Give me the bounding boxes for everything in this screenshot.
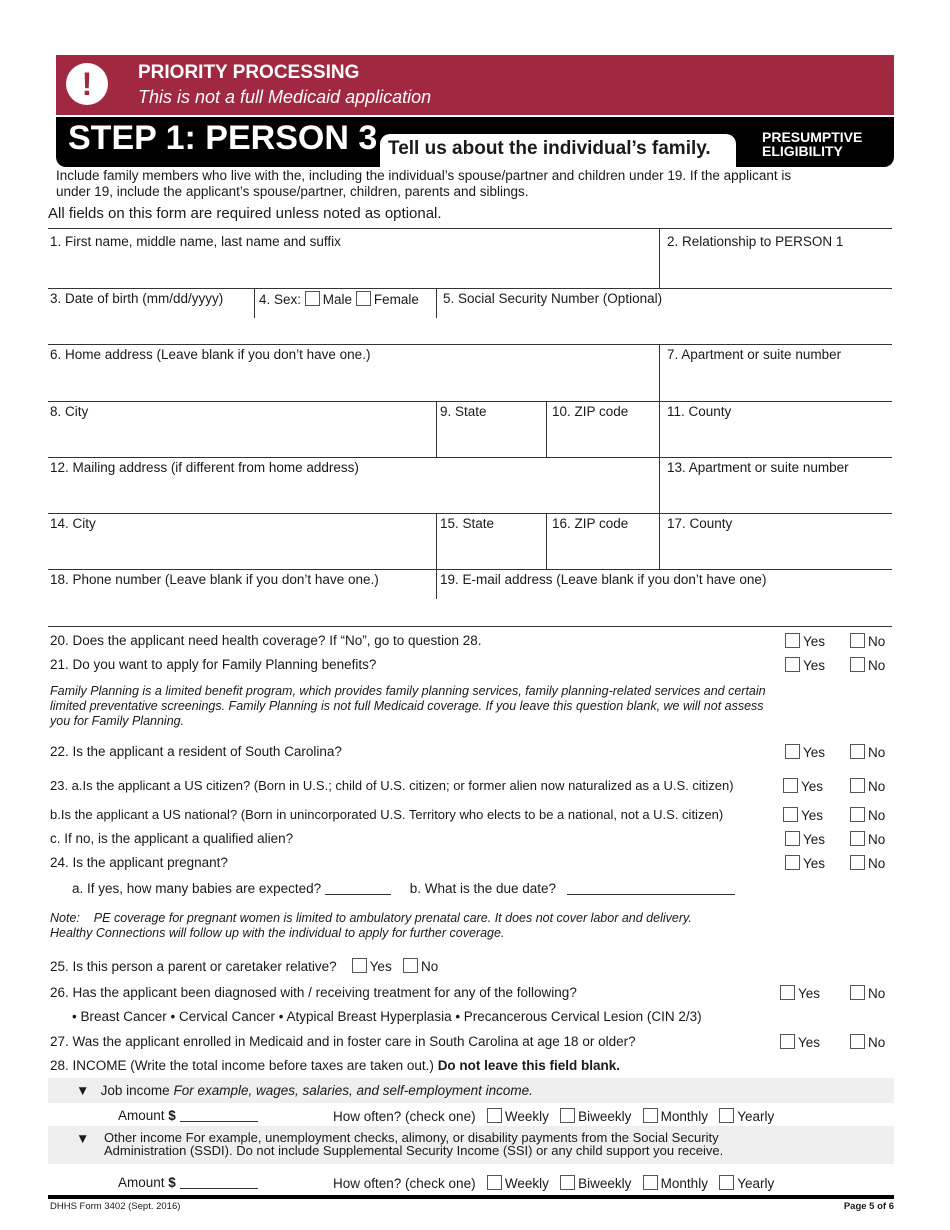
yes-label: Yes xyxy=(801,808,824,823)
note-line2: Healthy Connections will follow up with the individual to apply for further coverage. xyxy=(50,926,505,940)
sex-label: 4. Sex: xyxy=(259,292,302,307)
divider xyxy=(436,288,437,318)
question-23c: c. If no, is the applicant a qualified alien? xyxy=(50,831,294,846)
banner-subtitle: This is not a full Medicaid application xyxy=(138,87,432,107)
weekly-label: Weekly xyxy=(504,1109,549,1124)
county-field[interactable]: 11. County xyxy=(667,404,732,419)
q26-yes[interactable] xyxy=(780,985,820,1001)
due-date-input[interactable] xyxy=(567,894,735,895)
q23a-yes[interactable] xyxy=(783,778,823,794)
no-label: No xyxy=(868,658,886,673)
checkbox[interactable] xyxy=(785,855,800,870)
divider xyxy=(48,401,892,402)
monthly-label: Monthly xyxy=(660,1176,708,1191)
no-label: No xyxy=(868,808,886,823)
yes-label: Yes xyxy=(803,745,826,760)
yes-label: Yes xyxy=(369,959,392,974)
yearly-checkbox[interactable] xyxy=(719,1175,734,1190)
no-label: No xyxy=(868,986,886,1001)
no-label: No xyxy=(420,959,439,974)
mailing-county-field[interactable]: 17. County xyxy=(667,516,733,531)
q25-yes-checkbox[interactable] xyxy=(352,958,367,973)
mailing-apartment-field[interactable]: 13. Apartment or suite number xyxy=(667,460,849,475)
question-24a xyxy=(72,881,735,896)
q25-label: 25. Is this person a parent or caretaker relative? xyxy=(50,959,337,974)
divider xyxy=(659,228,660,288)
question-22: 22. Is the applicant a resident of South Carolina? xyxy=(50,744,342,759)
checkbox[interactable] xyxy=(850,807,865,822)
job-amount-input[interactable] xyxy=(180,1121,258,1122)
yes-label: Yes xyxy=(798,1035,821,1050)
yes-label: Yes xyxy=(803,832,826,847)
q23c-yes[interactable] xyxy=(785,831,825,847)
monthly-checkbox[interactable] xyxy=(643,1108,658,1123)
how-often-label: How often? (check one) xyxy=(333,1109,476,1124)
babies-input[interactable] xyxy=(325,894,391,895)
no-label: No xyxy=(868,832,886,847)
q23b-no[interactable] xyxy=(850,807,885,823)
badge-line1: PRESUMPTIVE xyxy=(762,129,863,145)
note-label: Note: xyxy=(50,911,80,925)
biweekly-checkbox[interactable] xyxy=(560,1175,575,1190)
divider xyxy=(436,569,437,599)
divider xyxy=(48,344,892,345)
q24-yes[interactable] xyxy=(785,855,825,871)
q26-no[interactable] xyxy=(850,985,885,1001)
checkbox[interactable] xyxy=(850,778,865,793)
female-checkbox[interactable] xyxy=(356,291,371,306)
checkbox[interactable] xyxy=(850,831,865,846)
q26-conditions: • Breast Cancer • Cervical Cancer • Atypical Breast Hyperplasia • Precancerous Cervical Lesion (CIN 2/3) xyxy=(72,1009,702,1024)
checkbox[interactable] xyxy=(850,1034,865,1049)
biweekly-label: Biweekly xyxy=(578,1109,632,1124)
checkbox[interactable] xyxy=(780,985,795,1000)
checkbox[interactable] xyxy=(850,657,865,672)
weekly-checkbox[interactable] xyxy=(487,1175,502,1190)
relationship-field[interactable]: 2. Relationship to PERSON 1 xyxy=(667,234,844,249)
q24-no[interactable] xyxy=(850,855,885,871)
other-frequency xyxy=(333,1175,774,1191)
apartment-field[interactable]: 7. Apartment or suite number xyxy=(667,347,842,362)
divider xyxy=(546,513,547,569)
badge-line2: ELIGIBILITY xyxy=(762,143,843,159)
step-title: STEP 1: PERSON 3 xyxy=(68,119,378,157)
state-field[interactable]: 9. State xyxy=(440,404,487,419)
checkbox[interactable] xyxy=(850,744,865,759)
zip-field[interactable]: 10. ZIP code xyxy=(552,404,629,419)
q27-yes[interactable] xyxy=(780,1034,820,1050)
biweekly-label: Biweekly xyxy=(578,1176,632,1191)
q27-no[interactable] xyxy=(850,1034,885,1050)
no-label: No xyxy=(868,779,886,794)
job-label: Job income xyxy=(100,1083,170,1098)
q21-yes[interactable] xyxy=(785,657,825,673)
q28-warning: Do not leave this field blank. xyxy=(437,1058,620,1073)
checkbox[interactable] xyxy=(783,778,798,793)
checkbox[interactable] xyxy=(850,633,865,648)
dob-field[interactable]: 3. Date of birth (mm/dd/yyyy) xyxy=(50,291,224,306)
checkbox[interactable] xyxy=(780,1034,795,1049)
exclamation-icon: ! xyxy=(66,63,108,105)
yes-label: Yes xyxy=(801,779,824,794)
mailing-state-field[interactable]: 15. State xyxy=(440,516,495,531)
due-date-label: b. What is the due date? xyxy=(409,881,557,896)
biweekly-checkbox[interactable] xyxy=(560,1108,575,1123)
how-often-label: How often? (check one) xyxy=(333,1176,476,1191)
ssn-field[interactable]: 5. Social Security Number (Optional) xyxy=(443,291,663,306)
intro-line1: Include family members who live with the, including the individual’s spouse/partner and children under 19. If the applicant is xyxy=(56,168,792,183)
q25-no-checkbox[interactable] xyxy=(403,958,418,973)
other-line1: Other income For example, unemployment checks, alimony, or disability payments from the Social Security xyxy=(104,1130,719,1145)
checkbox[interactable] xyxy=(850,985,865,1000)
divider xyxy=(659,401,660,457)
question-20: 20. Does the applicant need health coverage? If “No”, go to question 28. xyxy=(50,633,482,648)
divider xyxy=(48,626,892,627)
yearly-label: Yearly xyxy=(737,1109,775,1124)
q20-yes[interactable] xyxy=(785,633,825,649)
job-income-label xyxy=(76,1083,533,1098)
question-25 xyxy=(50,958,438,974)
email-field[interactable]: 19. E-mail address (Leave blank if you don’t have one) xyxy=(440,572,767,587)
divider xyxy=(659,344,660,401)
job-income-amount xyxy=(118,1108,258,1123)
home-address-field[interactable]: 6. Home address (Leave blank if you don’t have one.) xyxy=(50,347,371,362)
checkbox[interactable] xyxy=(783,807,798,822)
divider xyxy=(48,288,892,289)
question-23b: b.Is the applicant a US national? (Born in unincorporated U.S. Territory who elects to be a national, not a U.S. citizen) xyxy=(50,807,724,822)
divider xyxy=(48,569,892,570)
question-23a: 23. a.Is the applicant a US citizen? (Born in U.S.; child of U.S. citizen; or former alien now naturalized as a U.S. citizen) xyxy=(50,778,734,793)
name-field[interactable]: 1. First name, middle name, last name and suffix xyxy=(50,234,341,249)
no-label: No xyxy=(868,1035,886,1050)
no-label: No xyxy=(868,856,886,871)
arrow-down-icon: ▼ xyxy=(76,1083,90,1098)
page-number: Page 5 of 6 xyxy=(843,1201,894,1212)
other-income-amount xyxy=(118,1175,258,1190)
divider xyxy=(48,228,892,229)
checkbox[interactable] xyxy=(850,855,865,870)
checkbox[interactable] xyxy=(785,657,800,672)
form-number: DHHS Form 3402 (Sept. 2016) xyxy=(50,1201,181,1212)
yes-label: Yes xyxy=(803,658,826,673)
q21-no[interactable] xyxy=(850,657,885,673)
divider xyxy=(254,288,255,318)
dollar-sign: $ xyxy=(168,1108,176,1123)
question-27: 27. Was the applicant enrolled in Medicaid and in foster care in South Carolina at age 18 or older? xyxy=(50,1034,636,1049)
weekly-label: Weekly xyxy=(504,1176,549,1191)
question-21: 21. Do you want to apply for Family Planning benefits? xyxy=(50,657,377,672)
banner-title: PRIORITY PROCESSING xyxy=(138,62,360,83)
mailing-city-field[interactable]: 14. City xyxy=(50,516,96,531)
monthly-label: Monthly xyxy=(660,1109,708,1124)
checkbox[interactable] xyxy=(785,831,800,846)
amount-label: Amount xyxy=(118,1108,165,1123)
sex-field xyxy=(259,291,419,307)
amount-label: Amount xyxy=(118,1175,165,1190)
city-field[interactable]: 8. City xyxy=(50,404,89,419)
family-planning-note: Family Planning is a limited benefit program, which provides family planning services, family planning-related services and certain limited preventative screenings. Family Planning is not full Medicaid coverage. If you leave this question blank, we will not assess you for Family Planning. xyxy=(50,684,766,728)
divider xyxy=(436,513,437,569)
checkbox[interactable] xyxy=(785,744,800,759)
no-label: No xyxy=(868,634,886,649)
q28-label: 28. INCOME (Write the total income before taxes are taken out.) xyxy=(50,1058,434,1073)
no-label: No xyxy=(868,745,886,760)
question-24: 24. Is the applicant pregnant? xyxy=(50,855,228,870)
required-note: All fields on this form are required unless noted as optional. xyxy=(48,205,442,222)
babies-label: a. If yes, how many babies are expected? xyxy=(72,881,322,896)
divider xyxy=(546,401,547,457)
yearly-label: Yearly xyxy=(737,1176,775,1191)
yearly-checkbox[interactable] xyxy=(719,1108,734,1123)
divider xyxy=(48,513,892,514)
arrow-down-icon: ▼ xyxy=(76,1131,90,1146)
monthly-checkbox[interactable] xyxy=(643,1175,658,1190)
q22-yes[interactable] xyxy=(785,744,825,760)
female-label: Female xyxy=(373,292,419,307)
q23a-no[interactable] xyxy=(850,778,885,794)
divider xyxy=(436,401,437,457)
mailing-address-field[interactable]: 12. Mailing address (if different from home address) xyxy=(50,460,359,475)
male-label: Male xyxy=(322,292,353,307)
q23c-no[interactable] xyxy=(850,831,885,847)
q22-no[interactable] xyxy=(850,744,885,760)
yes-label: Yes xyxy=(803,634,826,649)
job-example: For example, wages, salaries, and self-employment income. xyxy=(173,1083,533,1098)
mailing-zip-field[interactable]: 16. ZIP code xyxy=(552,516,629,531)
job-frequency xyxy=(333,1108,774,1124)
checkbox[interactable] xyxy=(785,633,800,648)
question-26: 26. Has the applicant been diagnosed with / receiving treatment for any of the following? xyxy=(50,985,577,1000)
other-amount-input[interactable] xyxy=(180,1188,258,1189)
divider xyxy=(48,457,892,458)
divider xyxy=(659,513,660,569)
pe-badge xyxy=(762,130,862,158)
male-checkbox[interactable] xyxy=(305,291,320,306)
q20-no[interactable] xyxy=(850,633,885,649)
question-28 xyxy=(50,1058,620,1073)
weekly-checkbox[interactable] xyxy=(487,1108,502,1123)
phone-field[interactable]: 18. Phone number (Leave blank if you don’t have one.) xyxy=(50,572,379,587)
yes-label: Yes xyxy=(803,856,826,871)
yes-label: Yes xyxy=(798,986,821,1001)
step-heading: Tell us about the individual’s family. xyxy=(388,138,711,159)
note-line1: PE coverage for pregnant women is limited to ambulatory prenatal care. It does not cover labor and delivery. xyxy=(93,911,692,925)
divider xyxy=(659,457,660,513)
intro-line2: under 19, include the applicant’s spouse/partner, children, parents and siblings. xyxy=(56,184,529,199)
pregnancy-note xyxy=(50,911,692,941)
q23b-yes[interactable] xyxy=(783,807,823,823)
footer-rule xyxy=(48,1195,894,1199)
dollar-sign: $ xyxy=(168,1175,176,1190)
other-line2: Administration (SSDI). Do not include Supplemental Security Income (SSI) or any child support you receive. xyxy=(104,1143,724,1158)
other-income-label xyxy=(104,1131,723,1157)
